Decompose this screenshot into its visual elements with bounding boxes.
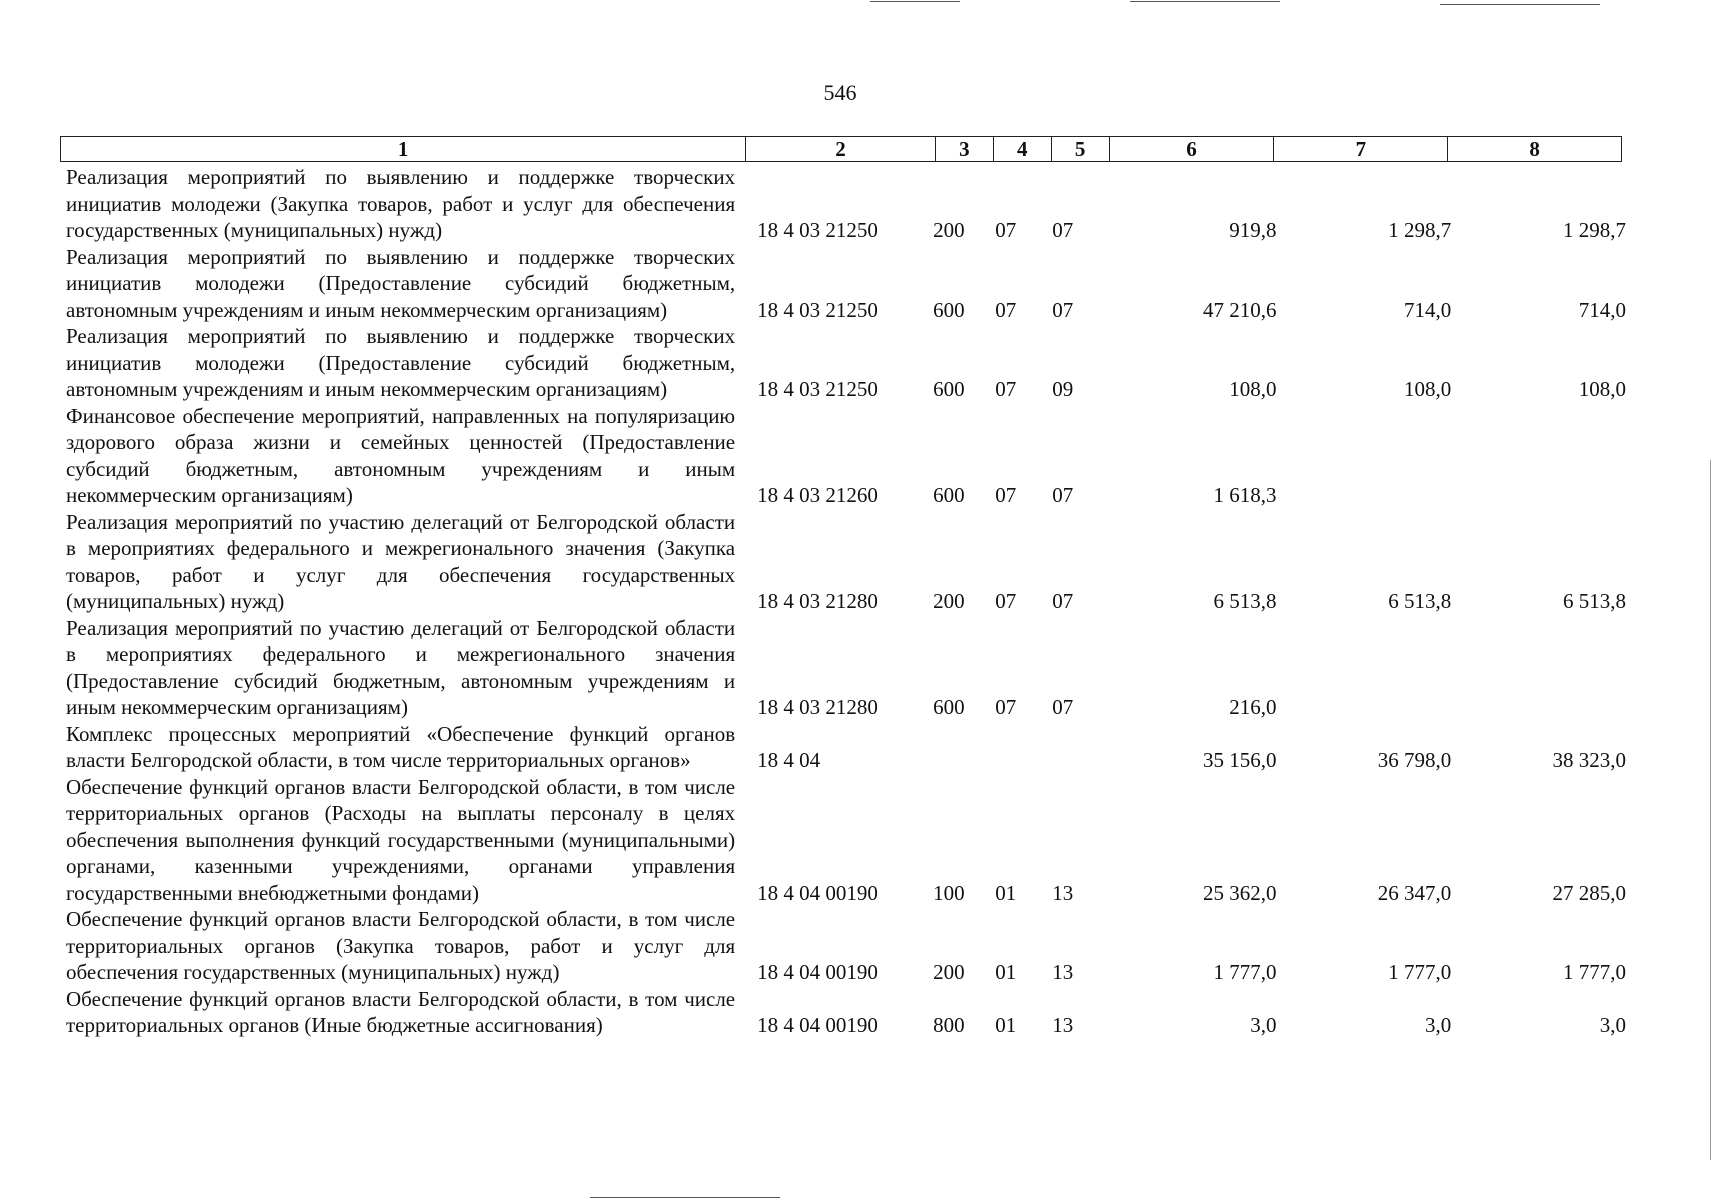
row-description: Реализация мероприятий по выявлению и поддержке творческих инициатив молодежи (Закупка товаров, работ и услуг для обеспечения государственных (муниципальных) нужд) (66, 165, 736, 242)
row-col-5: 07 (1052, 483, 1074, 507)
row-value-7: 36 798,0 (1377, 748, 1452, 772)
row-description: Реализация мероприятий по выявлению и поддержке творческих инициатив молодежи (Предоставление субсидий бюджетным, автономным учреждениям и иным некоммерческим организациям) (66, 324, 736, 401)
row-col-3: 600 (933, 695, 965, 719)
row-code: 18 4 04 00190 (757, 1013, 878, 1037)
row-value-6: 6 513,8 (1213, 589, 1277, 613)
row-description: Обеспечение функций органов власти Белгородской области, в том числе территориальных органов (Расходы на выплаты персоналу в целях обеспечения выполнения функций государственными (муниципальными) органами, казенными учреждениями, органами управления государственными внебюджетными фондами) (66, 774, 736, 905)
table-row (66, 323, 1626, 403)
header-col-1: 1 (61, 137, 746, 161)
page-number: 546 (823, 80, 857, 105)
row-col-4: 01 (995, 960, 1017, 984)
row-col-4: 07 (995, 218, 1017, 242)
row-code: 18 4 03 21250 (757, 218, 878, 242)
row-value-8: 3,0 (1599, 1013, 1626, 1037)
table-header (60, 136, 1622, 162)
row-value-6: 3,0 (1250, 1013, 1277, 1037)
header-col-5: 5 (1052, 137, 1110, 161)
row-value-6: 216,0 (1229, 695, 1277, 719)
row-value-6: 35 156,0 (1202, 748, 1277, 772)
table-row (66, 721, 1626, 774)
table-row (66, 403, 1626, 509)
header-col-6: 6 (1110, 137, 1275, 161)
row-code: 18 4 04 (757, 748, 821, 772)
row-description: Реализация мероприятий по выявлению и поддержке творческих инициатив молодежи (Предоставление субсидий бюджетным, автономным учреждениям и иным некоммерческим организациям) (66, 244, 736, 322)
table-row (66, 244, 1626, 324)
row-description: Реализация мероприятий по участию делегаций от Белгородской области в мероприятиях федерального и межрегионального значения (Предоставление субсидий бюджетным, автономным учреждениям и иным некоммерческим организациям) (66, 615, 736, 719)
row-code: 18 4 03 21280 (757, 695, 878, 719)
row-value-6: 1 618,3 (1213, 483, 1277, 507)
top-scan-line-1 (870, 1, 960, 2)
row-col-5: 07 (1052, 589, 1074, 613)
row-value-6: 919,8 (1229, 218, 1277, 242)
row-col-4: 07 (995, 589, 1017, 613)
row-code: 18 4 03 21250 (757, 297, 878, 322)
header-col-2: 2 (746, 137, 936, 161)
row-col-5: 13 (1052, 880, 1074, 905)
row-value-7: 6 513,8 (1388, 589, 1452, 613)
row-col-4: 07 (995, 695, 1017, 719)
row-col-4: 07 (995, 297, 1017, 322)
row-value-8: 1 777,0 (1562, 960, 1626, 984)
row-value-8: 1 298,7 (1562, 218, 1626, 242)
row-value-7: 26 347,0 (1377, 880, 1452, 905)
header-col-3: 3 (936, 137, 994, 161)
row-col-5: 09 (1052, 377, 1074, 401)
row-code: 18 4 04 00190 (757, 960, 878, 984)
row-col-3: 600 (933, 297, 965, 322)
row-col-5: 07 (1052, 695, 1074, 719)
row-value-8: 27 285,0 (1552, 880, 1626, 905)
row-code: 18 4 03 21260 (757, 483, 878, 507)
table-row (66, 906, 1626, 986)
row-col-3: 100 (933, 880, 965, 905)
row-description: Обеспечение функций органов власти Белгородской области, в том числе территориальных органов (Закупка товаров, работ и услуг для обеспечения государственных (муниципальных) нужд) (66, 907, 736, 984)
row-value-7: 108,0 (1403, 377, 1452, 401)
row-col-3: 600 (933, 377, 965, 401)
row-value-7: 1 777,0 (1388, 960, 1452, 984)
header-col-8: 8 (1529, 137, 1540, 161)
table-row (66, 509, 1626, 615)
row-description: Комплекс процессных мероприятий «Обеспечение функций органов власти Белгородской области, в том числе территориальных органов» (66, 721, 736, 772)
table-body (66, 164, 1626, 1039)
header-col-4: 4 (994, 137, 1052, 161)
row-value-8: 714,0 (1578, 297, 1626, 322)
row-description: Обеспечение функций органов власти Белгородской области, в том числе территориальных органов (Иные бюджетные ассигнования) (66, 986, 736, 1037)
row-value-8: 108,0 (1578, 377, 1626, 401)
table-row (66, 164, 1626, 244)
row-col-5: 13 (1052, 1013, 1074, 1037)
row-col-4: 07 (995, 483, 1017, 507)
top-scan-line-3 (1440, 4, 1600, 5)
row-code: 18 4 03 21250 (757, 377, 878, 401)
row-description: Финансовое обеспечение мероприятий, направленных на популяризацию здорового образа жизни и семейных ценностей (Предоставление субсидий бюджетным, автономным учреждениям и иным некоммерческим организациям) (66, 403, 736, 507)
row-value-8: 38 323,0 (1552, 748, 1626, 772)
row-value-6: 108,0 (1229, 377, 1277, 401)
row-col-4: 07 (995, 377, 1017, 401)
row-col-5: 07 (1052, 297, 1074, 322)
row-col-4: 01 (995, 880, 1017, 905)
row-col-5: 13 (1052, 960, 1074, 984)
row-col-3: 200 (933, 218, 965, 242)
row-value-6: 1 777,0 (1213, 960, 1277, 984)
row-value-7: 1 298,7 (1388, 218, 1452, 242)
row-value-7: 3,0 (1424, 1013, 1452, 1037)
row-col-4: 01 (995, 1013, 1017, 1037)
row-description: Реализация мероприятий по участию делегаций от Белгородской области в мероприятиях федерального и межрегионального значения (Закупка товаров, работ и услуг для обеспечения государственных (муниципальных) нужд) (66, 509, 736, 613)
bottom-scan-line (590, 1197, 780, 1198)
right-edge-mark (1710, 460, 1711, 1160)
row-col-3: 600 (933, 483, 965, 507)
table-row (66, 615, 1626, 721)
table-row (66, 986, 1626, 1039)
header-col-7: 7 (1274, 137, 1448, 161)
row-value-6: 25 362,0 (1202, 880, 1277, 905)
row-col-5: 07 (1052, 218, 1074, 242)
row-value-6: 47 210,6 (1202, 297, 1277, 322)
row-code: 18 4 04 00190 (757, 880, 878, 905)
row-col-3: 200 (933, 960, 965, 984)
row-col-3: 200 (933, 589, 965, 613)
row-code: 18 4 03 21280 (757, 589, 878, 613)
top-scan-line-2 (1130, 1, 1280, 2)
row-value-7: 714,0 (1403, 297, 1452, 322)
table-row (66, 774, 1626, 907)
row-value-8: 6 513,8 (1562, 589, 1626, 613)
row-col-3: 800 (933, 1013, 965, 1037)
